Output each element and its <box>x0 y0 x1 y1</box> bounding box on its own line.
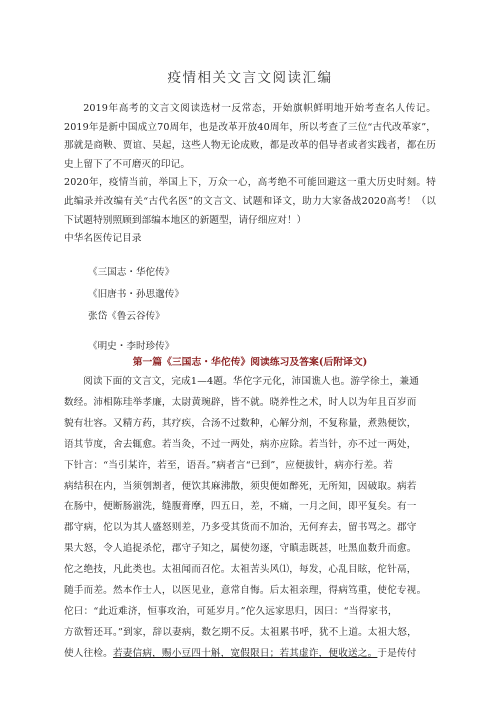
passage-line: 果大怒，令人追捉杀佗，郡守子知之，属使勿逐，守瞋恚既甚，吐黑血数升而愈。 <box>64 543 417 555</box>
passage-section <box>64 351 436 665</box>
passage-line: 貌有壮容。又精方药，其疗疾，合汤不过数种，心解分剂，不复称量，煮熟便饮， <box>64 417 417 429</box>
passage-line: 郡守病，佗以为其人盛怒则差，乃多受其货而不加治，无何弃去，留书骂之。郡守 <box>64 522 417 534</box>
page-title: 疫情相关文言文阅读汇编 <box>167 70 333 86</box>
catalog-item-1: 《三国志・华佗传》 <box>88 267 175 278</box>
section-heading: 第一篇《三国志・华佗传》阅读练习及答案(后附译文) <box>132 357 368 368</box>
passage-line-tail: 于是传付 <box>377 647 417 659</box>
catalog-item-3: 张岱《鲁云谷传》 <box>88 311 165 322</box>
intro-paragraph-1: 2019年高考的文言文阅读选材一反常态，开始旗帜鲜明地开始考查名人传记。2019年是新中国成立70周年，也是改革开放40周年，所以考查了三位“古代改革家”，那就是商鞅、贾谊、吴起，这些人物无论成败，都是改革的倡导者或者实践者，都在历史上留下了不可磨灭的印记。 <box>64 103 436 170</box>
catalog-list <box>64 262 436 358</box>
passage-line: 使人往检。 <box>64 647 113 659</box>
intro-section <box>64 100 436 249</box>
passage-line: 随手而差。然本作士人，以医见业，意常自悔。后太祖亲理，得病笃重，使佗专视。 <box>64 585 427 597</box>
passage-line: 佗之绝技，凡此类也。太祖闻而召佗。太祖苦头风⑴，每发，心乱目眩，佗针鬲， <box>64 564 417 576</box>
passage-line: 数经。沛相陈珪举孝廉，太尉黄琬辟，皆不就。晓养性之术，时人以为年且百岁而 <box>64 396 417 408</box>
passage-line: 阅读下面的文言文，完成1—4题。华佗字元化，沛国谯人也。游学徐土，兼通 <box>83 376 419 387</box>
catalog-title: 中华名医传记目录 <box>64 233 142 245</box>
intro-paragraph-2: 2020年，疫情当前，举国上下，万众一心，高考绝不可能回避这一重大历史时刻。特此编录并改编有关“古代名医”的文言文、试题和译文，助力大家备战2020高考！（以下试题特别照顾到部编本地区的新题型，请仔细应对！） <box>64 177 436 226</box>
passage-line: 佗曰：“此近难济，恒事攻治，可延岁月。”佗久远家思归，因曰：“当得家书， <box>64 605 398 617</box>
catalog-item-2: 《旧唐书・孙思邈传》 <box>88 289 184 300</box>
underlined-sentence: 若妻信病，赐小豆四十斛，宽假限日；若其虚诈，便收送之。 <box>112 647 378 659</box>
passage-line: 下针言：“当引某许，若至，语吾。”病者言“已到”，应便拔针，病亦行差。若 <box>64 459 394 471</box>
catalog-item-4: 《明史・李时珍传》 <box>88 341 175 352</box>
passage-line: 在肠中，便断肠湔洗，缝腹膏摩，四五日，差，不痛，一月之间，即平复矣。有一 <box>64 501 417 513</box>
passage-last-line <box>64 644 436 665</box>
passage-line: 语其节度，舍去辄愈。若当灸，不过一两处，病亦应除。若当针，亦不过一两处， <box>64 438 417 450</box>
passage-line: 病结积在内，当须刳割者，便饮其麻沸散，须臾便如醉死，无所知，因破取。病若 <box>64 480 417 492</box>
passage-line: 方欲暂还耳。”到家，辞以妻病，数乞期不反。太祖累书呼，犹不上道。太祖大怒， <box>64 626 417 638</box>
